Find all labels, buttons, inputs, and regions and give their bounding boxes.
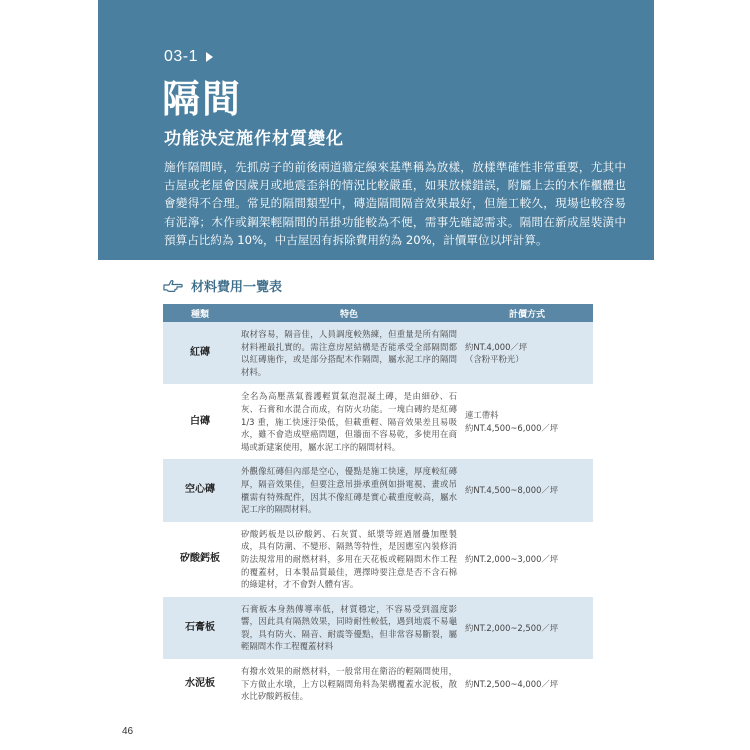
material-name: 白磚 — [163, 384, 237, 459]
table-row — [163, 659, 593, 709]
table-title: 材料費用一覽表 — [191, 280, 283, 295]
subheading: 功能決定施作材質變化 — [164, 129, 344, 149]
material-name: 紅磚 — [163, 322, 237, 384]
price-line: 約NT.2,000~3,000／坪 — [465, 553, 559, 564]
section-number-text: 03-1 — [164, 48, 199, 65]
right-arrow-icon — [206, 52, 213, 62]
table-row — [163, 522, 593, 597]
price-line: 約NT.4,500~6,000／坪 — [465, 422, 559, 433]
table-heading — [163, 276, 282, 295]
table-row — [163, 322, 593, 384]
table-row — [163, 384, 593, 459]
material-feature: 外觀像紅磚但內部是空心，優點是施工快速，厚度較紅磚厚，隔音效果佳，但要注意吊掛承重例如掛電視、畫或吊櫃需有特殊配件，因其不像紅磚是實心載重度較高，屬水泥工序的隔間材料。 — [237, 459, 461, 521]
price-line: 約NT.2,000~2,500／坪 — [465, 622, 559, 633]
pointing-hand-icon — [163, 279, 183, 293]
material-feature: 矽酸鈣板是以矽酸鈣、石灰質、紙漿等經過層疊加壓製成，具有防潮、不變形、隔熱等特性，是因應室內裝修消防法規常用的耐燃材料，多用在天花板或輕隔間木作工程的覆蓋材，日本製品質最佳，選擇時要注意是否不含石棉的綠建材，才不會對人體有害。 — [237, 522, 461, 597]
material-price — [461, 597, 593, 659]
material-price — [461, 459, 593, 521]
column-header-price: 計價方式 — [461, 304, 593, 322]
material-name: 空心磚 — [163, 459, 237, 521]
table-row — [163, 459, 593, 521]
column-header-type: 種類 — [163, 304, 237, 322]
material-price — [461, 322, 593, 384]
material-name: 矽酸鈣板 — [163, 522, 237, 597]
material-feature: 有撥水效果的耐燃材料，一般常用在衛浴的輕隔間使用，下方做止水墩，上方以輕隔間角料為架構覆蓋水泥板，散水比矽酸鈣板佳。 — [237, 659, 461, 709]
material-name: 石膏板 — [163, 597, 237, 659]
material-feature: 全名為高壓蒸氣養護輕質氣泡混凝土磚，是由細砂、石灰、石膏和水混合而成，有防火功能。一塊白磚約是紅磚1/3 重，施工快速汙染低，但載重輕、隔音效果差且易吸水，雖不會造成壁癌問題，但牆面不容易乾，多使用在商場或新建案使用，屬水泥工序的隔間材料。 — [237, 384, 461, 459]
price-line: 約NT.4,000／坪 — [465, 341, 528, 352]
table-header-row — [163, 304, 593, 322]
page-title: 隔間 — [162, 77, 243, 121]
material-price — [461, 659, 593, 709]
intro-paragraph: 施作隔間時，先抓房子的前後兩道牆定線來基準稱為放樣，放樣準確性非常重要，尤其中古屋或老屋會因歲月或地震歪斜的情況比較嚴重，如果放樣錯誤，附屬上去的木作櫃體也會變得不合理。常見的隔間類型中，磚造隔間隔音效果最好，但施工較久，現場也較容易有泥濘；木作或鋼架輕隔間的吊掛功能較為不便，需事先確認需求。隔間在新成屋裝潢中預算占比約為 10%，中古屋因有拆除費用約為 20%，計價單位以坪計算。 — [164, 160, 626, 247]
material-feature: 取材容易，隔音佳，人員調度較熟練，但重量是所有隔間材料裡最扎實的。需注意房屋結構是否能承受全部隔間都以紅磚施作，或是部分搭配木作隔間，屬水泥工序的隔間材料。 — [237, 322, 461, 384]
table-row — [163, 597, 593, 659]
material-price — [461, 522, 593, 597]
section-header-band — [98, 0, 654, 260]
price-note: （含粉平粉光） — [465, 354, 524, 365]
column-header-feature: 特色 — [237, 304, 461, 322]
price-line: 約NT.2,500~4,000／坪 — [465, 678, 559, 689]
material-name: 水泥板 — [163, 659, 237, 709]
price-line: 約NT.4,500~8,000／坪 — [465, 485, 559, 496]
materials-cost-table — [163, 304, 593, 709]
section-number — [164, 48, 213, 66]
page-number: 46 — [122, 726, 134, 737]
material-price — [461, 384, 593, 459]
price-note: 連工帶料 — [465, 410, 499, 421]
material-feature: 石膏板本身熱傳導率低，材質穩定，不容易受到溫度影響，因此具有隔熱效果，同時耐性較低，遇到地震不易龜裂，具有防火、隔音、耐震等優點，但非常容易斷裂，屬輕隔間木作工程覆蓋材料 — [237, 597, 461, 659]
